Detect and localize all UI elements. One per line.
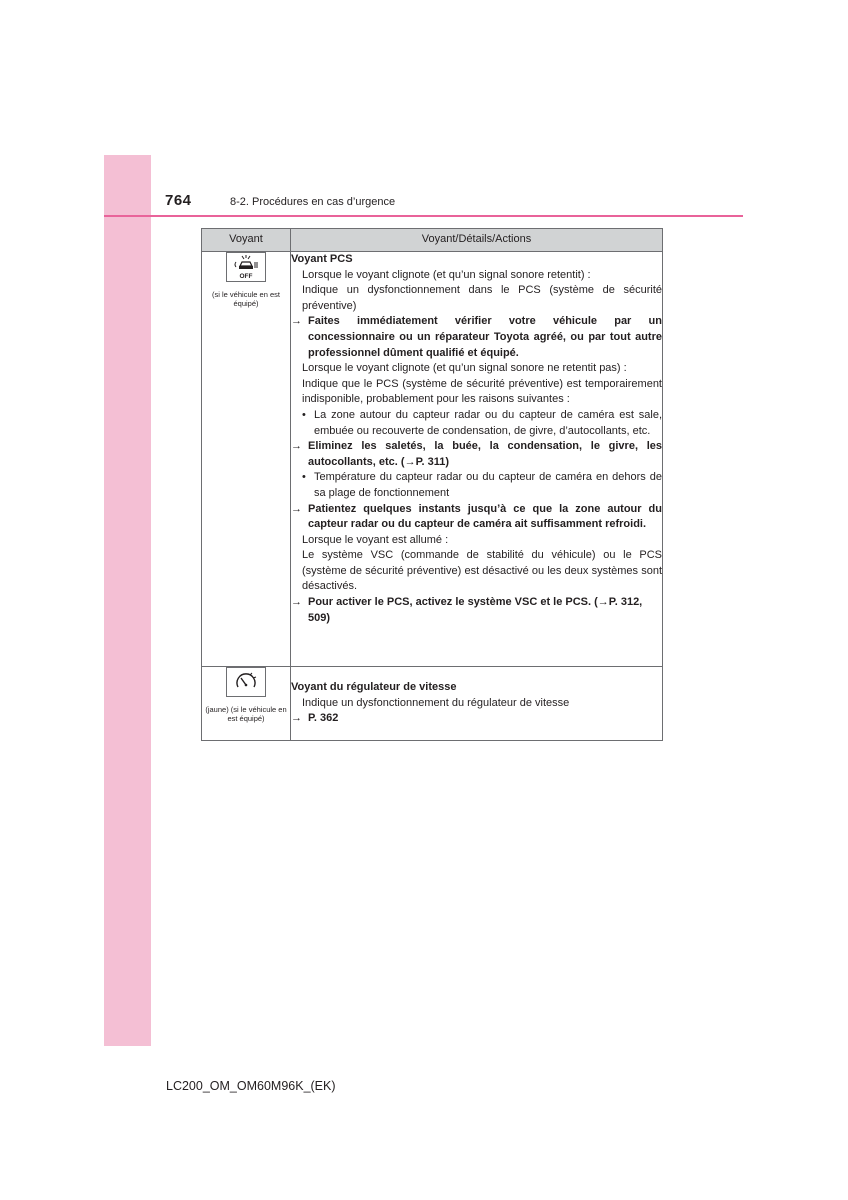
column-header-details: Voyant/Détails/Actions <box>291 229 663 252</box>
action-line <box>291 439 662 470</box>
footer-document-code: LC200_OM_OM60M96K_(EK) <box>166 1079 336 1093</box>
action-text: Pour activer le PCS, activez le système VSC et le PCS. (→P. 312, 509) <box>308 596 643 624</box>
bullet-text: Température du capteur radar ou du capteur de caméra en dehors de sa plage de fonctionnement <box>314 471 662 499</box>
bullet-item <box>291 470 662 501</box>
arrow-icon: → <box>291 712 302 725</box>
action-line <box>291 595 662 626</box>
light-note-cruise: (jaune) (si le véhicule en est équipé) <box>205 704 287 723</box>
table-row <box>202 252 663 667</box>
bullet-text: La zone autour du capteur radar ou du capteur de caméra est sale, embuée ou recouverte de condensation, de givre, d’autocollants, etc. <box>314 408 662 437</box>
light-cell-pcs <box>202 252 291 667</box>
arrow-icon: → <box>291 502 302 515</box>
section-title: 8-2. Procédures en cas d’urgence <box>230 196 396 208</box>
arrow-icon: → <box>291 440 302 453</box>
column-header-light: Voyant <box>202 229 291 252</box>
detail-line: Lorsque le voyant clignote (et qu’un signal sonore retentit) : <box>302 268 591 281</box>
arrow-icon: → <box>291 596 302 609</box>
details-cell-cruise <box>291 667 663 741</box>
header-rule <box>104 215 743 217</box>
action-text: Eliminez les saletés, la buée, la condensation, le givre, les autocollants, etc. (→P. 311) <box>308 440 662 468</box>
detail-line: Lorsque le voyant clignote (et qu’un signal sonore ne retentit pas) : <box>302 362 627 375</box>
detail-line: Indique un dysfonctionnement du régulateur de vitesse <box>302 696 570 709</box>
pcs-off-label: OFF <box>239 273 253 280</box>
action-text: P. 362 <box>308 712 339 725</box>
detail-line: Indique que le PCS (système de sécurité préventive) est temporairement indisponible, probablement pour les raisons suivantes : <box>302 377 662 406</box>
light-note-pcs: (si le véhicule en est équipé) <box>212 289 280 308</box>
arrow-icon: → <box>291 315 302 328</box>
action-text: Patientez quelques instants jusqu’à ce que la zone autour du capteur radar ou du capteur de caméra ait suffisamment refroidi. <box>308 502 662 531</box>
action-line <box>291 502 662 533</box>
light-cell-cruise <box>202 667 291 741</box>
details-cell-pcs <box>291 252 663 667</box>
pcs-off-warning-icon <box>226 252 266 282</box>
action-text: Faites immédiatement vérifier votre véhicule par un concessionnaire ou un réparateur Toyota agréé, ou par tout autre professionnel dûment qualifié et équipé. <box>308 315 662 359</box>
detail-line: Lorsque le voyant est allumé : <box>302 533 449 546</box>
light-title-pcs: Voyant PCS <box>291 253 353 265</box>
light-title-cruise: Voyant du régulateur de vitesse <box>291 681 457 693</box>
table-header-row <box>202 229 663 252</box>
bullet-icon: • <box>302 471 306 484</box>
cruise-control-icon <box>226 667 266 697</box>
warning-lights-table <box>201 228 663 741</box>
page-number: 764 <box>165 192 192 209</box>
bullet-icon: • <box>302 408 306 421</box>
table-row <box>202 667 663 741</box>
bullet-item <box>291 408 662 439</box>
action-line <box>291 711 662 727</box>
chapter-side-tab <box>104 155 151 1046</box>
detail-line: Indique un dysfonctionnement dans le PCS (système de sécurité préventive) <box>302 284 662 312</box>
detail-line: Le système VSC (commande de stabilité du véhicule) ou le PCS (système de sécurité préventive) est désactivé ou les deux systèmes sont désactivés. <box>302 549 662 593</box>
action-line <box>291 314 662 361</box>
